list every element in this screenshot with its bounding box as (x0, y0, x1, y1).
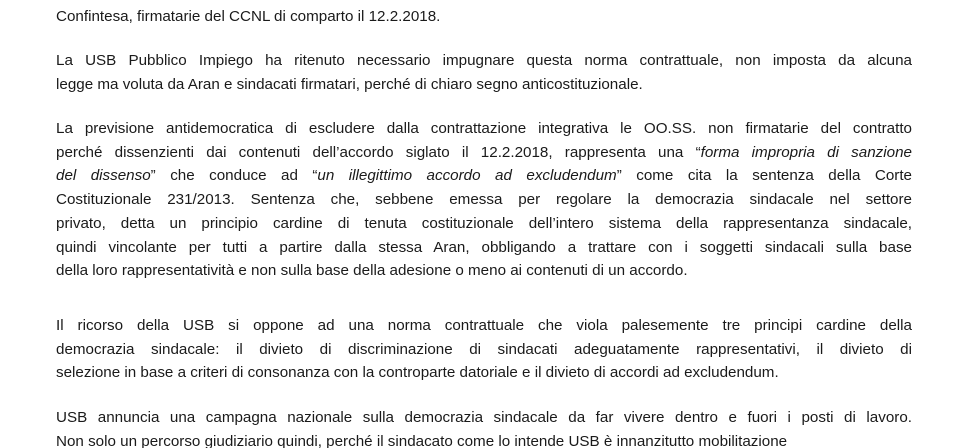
text-segment: della loro rappresentatività e non sulla base della adesione o meno ai contenuti di un accordo. (56, 262, 688, 280)
paragraph-usb-appeal (56, 314, 912, 385)
paragraph-usb-challenge (56, 49, 912, 96)
italic-quote-text: forma impropria di sanzione (700, 143, 912, 161)
text-segment: perché dissenzienti dai contenuti dell’accordo siglato il 12.2.2018, rappresenta una “ (56, 143, 701, 161)
text-line (56, 73, 912, 97)
italic-quote-text: un illegittimo accordo ad excludendum (317, 167, 617, 185)
text-line (56, 164, 912, 188)
text-segment: USB annuncia una campagna nazionale sulla democrazia sindacale da far vivere dentro e fuori i posti di lavoro. (56, 409, 912, 426)
text-segment: La previsione antidemocratica di escludere dalla contrattazione integrativa le OO.SS. non firmatarie del contratto (56, 120, 912, 137)
text-line (56, 430, 912, 448)
text-line (56, 361, 912, 385)
italic-quote-text: del dissenso (56, 167, 151, 185)
text-segment: selezione in base a criteri di consonanza con la controparte datoriale e il divieto di accordi ad excludendum. (56, 364, 779, 382)
text-segment: La USB Pubblico Impiego ha ritenuto necessario impugnare questa norma contrattuale, non imposta da alcuna (56, 52, 912, 69)
paragraph-antidemocratic-provision (56, 117, 912, 283)
text-segment: Confintesa, firmatarie del CCNL di comparto il 12.2.2018. (56, 8, 441, 25)
text-segment: Non solo un percorso giudiziario quindi, perché il sindacato come lo intende USB è innanzitutto mobilitazione (56, 432, 788, 448)
text-line (56, 314, 912, 338)
text-line (56, 338, 912, 362)
text-segment: Costituzionale 231/2013. Sentenza che, sebbene emessa per regolare la democrazia sindacale nel settore (56, 191, 912, 209)
text-line (56, 49, 912, 73)
text-line (56, 5, 912, 29)
text-line (56, 212, 912, 236)
text-segment: democrazia sindacale: il divieto di discriminazione di sindacati adeguatamente rappresentativi, il divieto di (56, 340, 912, 358)
text-segment: privato, detta un principio cardine di tenuta costituzionale dell’intero sistema della rappresentanza sindacale, (56, 214, 912, 232)
text-segment: legge ma voluta da Aran e sindacati firmatari, perché di chiaro segno anticostituzionale. (56, 75, 643, 93)
text-line (56, 236, 912, 260)
paragraph-national-campaign (56, 406, 912, 448)
text-line (56, 406, 912, 430)
text-line (56, 141, 912, 165)
text-line (56, 117, 912, 141)
text-segment: ” che conduce ad “ (150, 167, 318, 185)
text-segment: quindi vincolante per tutti a partire dalla stessa Aran, obbligando a trattare con i soggetti sindacali sulla base (56, 238, 912, 256)
text-line (56, 259, 912, 283)
text-segment: Il ricorso della USB si oppone ad una norma contrattuale che viola palesemente tre principi cardine della (56, 317, 912, 334)
text-line (56, 188, 912, 212)
text-segment: ” come cita la sentenza della Corte (616, 167, 912, 185)
paragraph-ccnl-signatories (56, 5, 912, 29)
